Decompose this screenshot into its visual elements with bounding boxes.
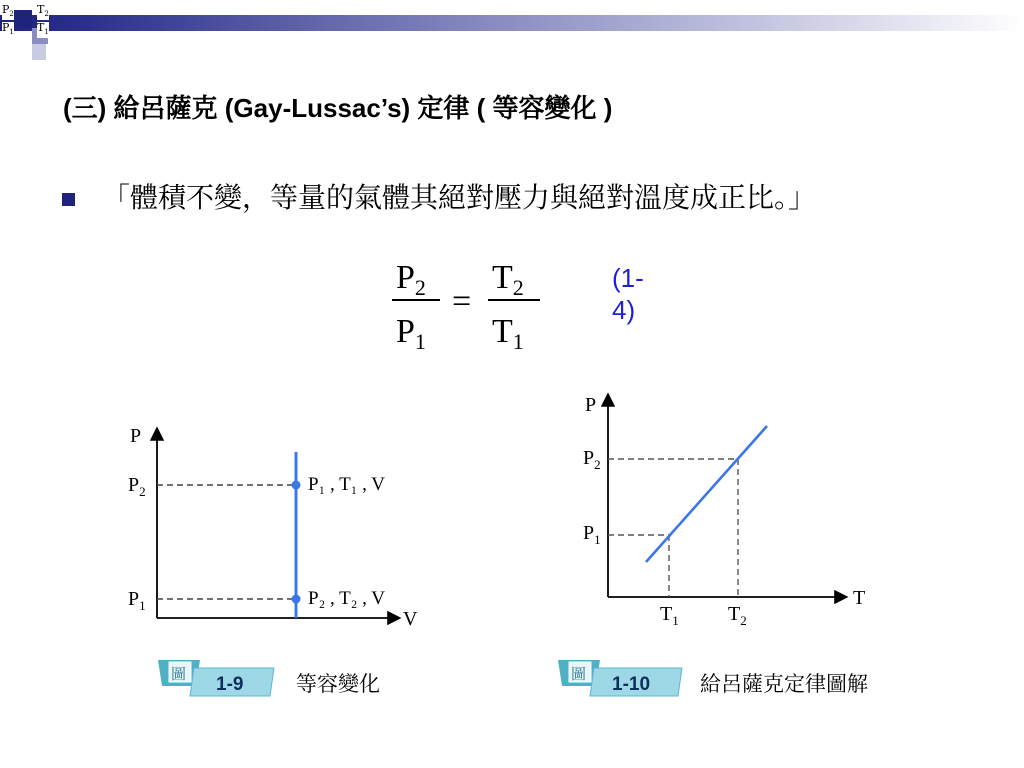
formula-logo <box>0 0 64 62</box>
figure-1-10-caption: 給呂薩克定律圖解 <box>700 672 868 696</box>
fig1-upper-point-label: P₁ , T₁ , V <box>308 474 385 495</box>
logo-num-right: $T_2$ <box>37 3 49 19</box>
fig2-t2-tick-label: $T_2$ <box>728 603 747 628</box>
logo-square-light <box>32 44 46 60</box>
figure-1-9-caption: 等容變化 <box>296 672 380 696</box>
fig2-y-axis-label: P <box>585 394 597 416</box>
fig2-t1-tick-label: $T_1$ <box>660 603 679 628</box>
figure-1-9-pv-diagram <box>120 420 440 640</box>
logo-square-dark <box>14 10 32 28</box>
logo-num-left: $P_2$ <box>2 3 14 19</box>
fig1-badge-number: 1-9 <box>216 674 244 695</box>
fig1-badge-icon-char: 圖 <box>171 665 187 683</box>
fig1-p2-tick-label: $P_2$ <box>128 474 146 499</box>
eq-left-numerator: $P_2$ <box>396 259 426 300</box>
eq-right-denominator: $T_1$ <box>492 313 524 354</box>
figure-1-9-badge <box>156 656 276 698</box>
slide-title: (三) 給呂薩克 (Gay-Lussac’s) 定律 ( 等容變化 ) <box>63 93 613 123</box>
fig2-badge-icon-char: 圖 <box>571 665 587 683</box>
fig1-p1-tick-label: $P_1$ <box>128 588 146 613</box>
eq-right-numerator: $T_2$ <box>492 259 524 300</box>
equation <box>380 250 560 360</box>
figure-1-10-badge <box>556 656 686 698</box>
eq-equals-sign: = <box>452 283 472 320</box>
logo-den-left: $P_1$ <box>2 21 14 37</box>
equation-number-label: (1-4) <box>612 263 644 325</box>
fig1-y-axis-label: P <box>130 425 142 447</box>
bullet-square-icon <box>62 193 75 206</box>
fig1-lower-point-label: P₂ , T₂ , V <box>308 588 385 609</box>
fig2-proportional-line <box>646 426 767 562</box>
fig2-x-axis-label: T <box>853 587 866 609</box>
fig2-p1-tick-label: $P_1$ <box>583 522 601 547</box>
fig1-upper-state-point <box>292 481 301 490</box>
decorative-header-band <box>0 15 1024 31</box>
fig1-x-axis-label: V <box>403 608 418 630</box>
fig2-p2-tick-label: $P_2$ <box>583 447 601 472</box>
fig1-lower-state-point <box>292 595 301 604</box>
bullet-text: 「體積不變，等量的氣體其絕對壓力與絕對溫度成正比。」 <box>102 181 817 214</box>
fig2-badge-number: 1-10 <box>612 674 651 695</box>
eq-left-denominator: $P_1$ <box>396 313 426 354</box>
logo-den-right: $T_1$ <box>37 21 49 37</box>
figure-1-10-pt-diagram <box>575 390 880 635</box>
